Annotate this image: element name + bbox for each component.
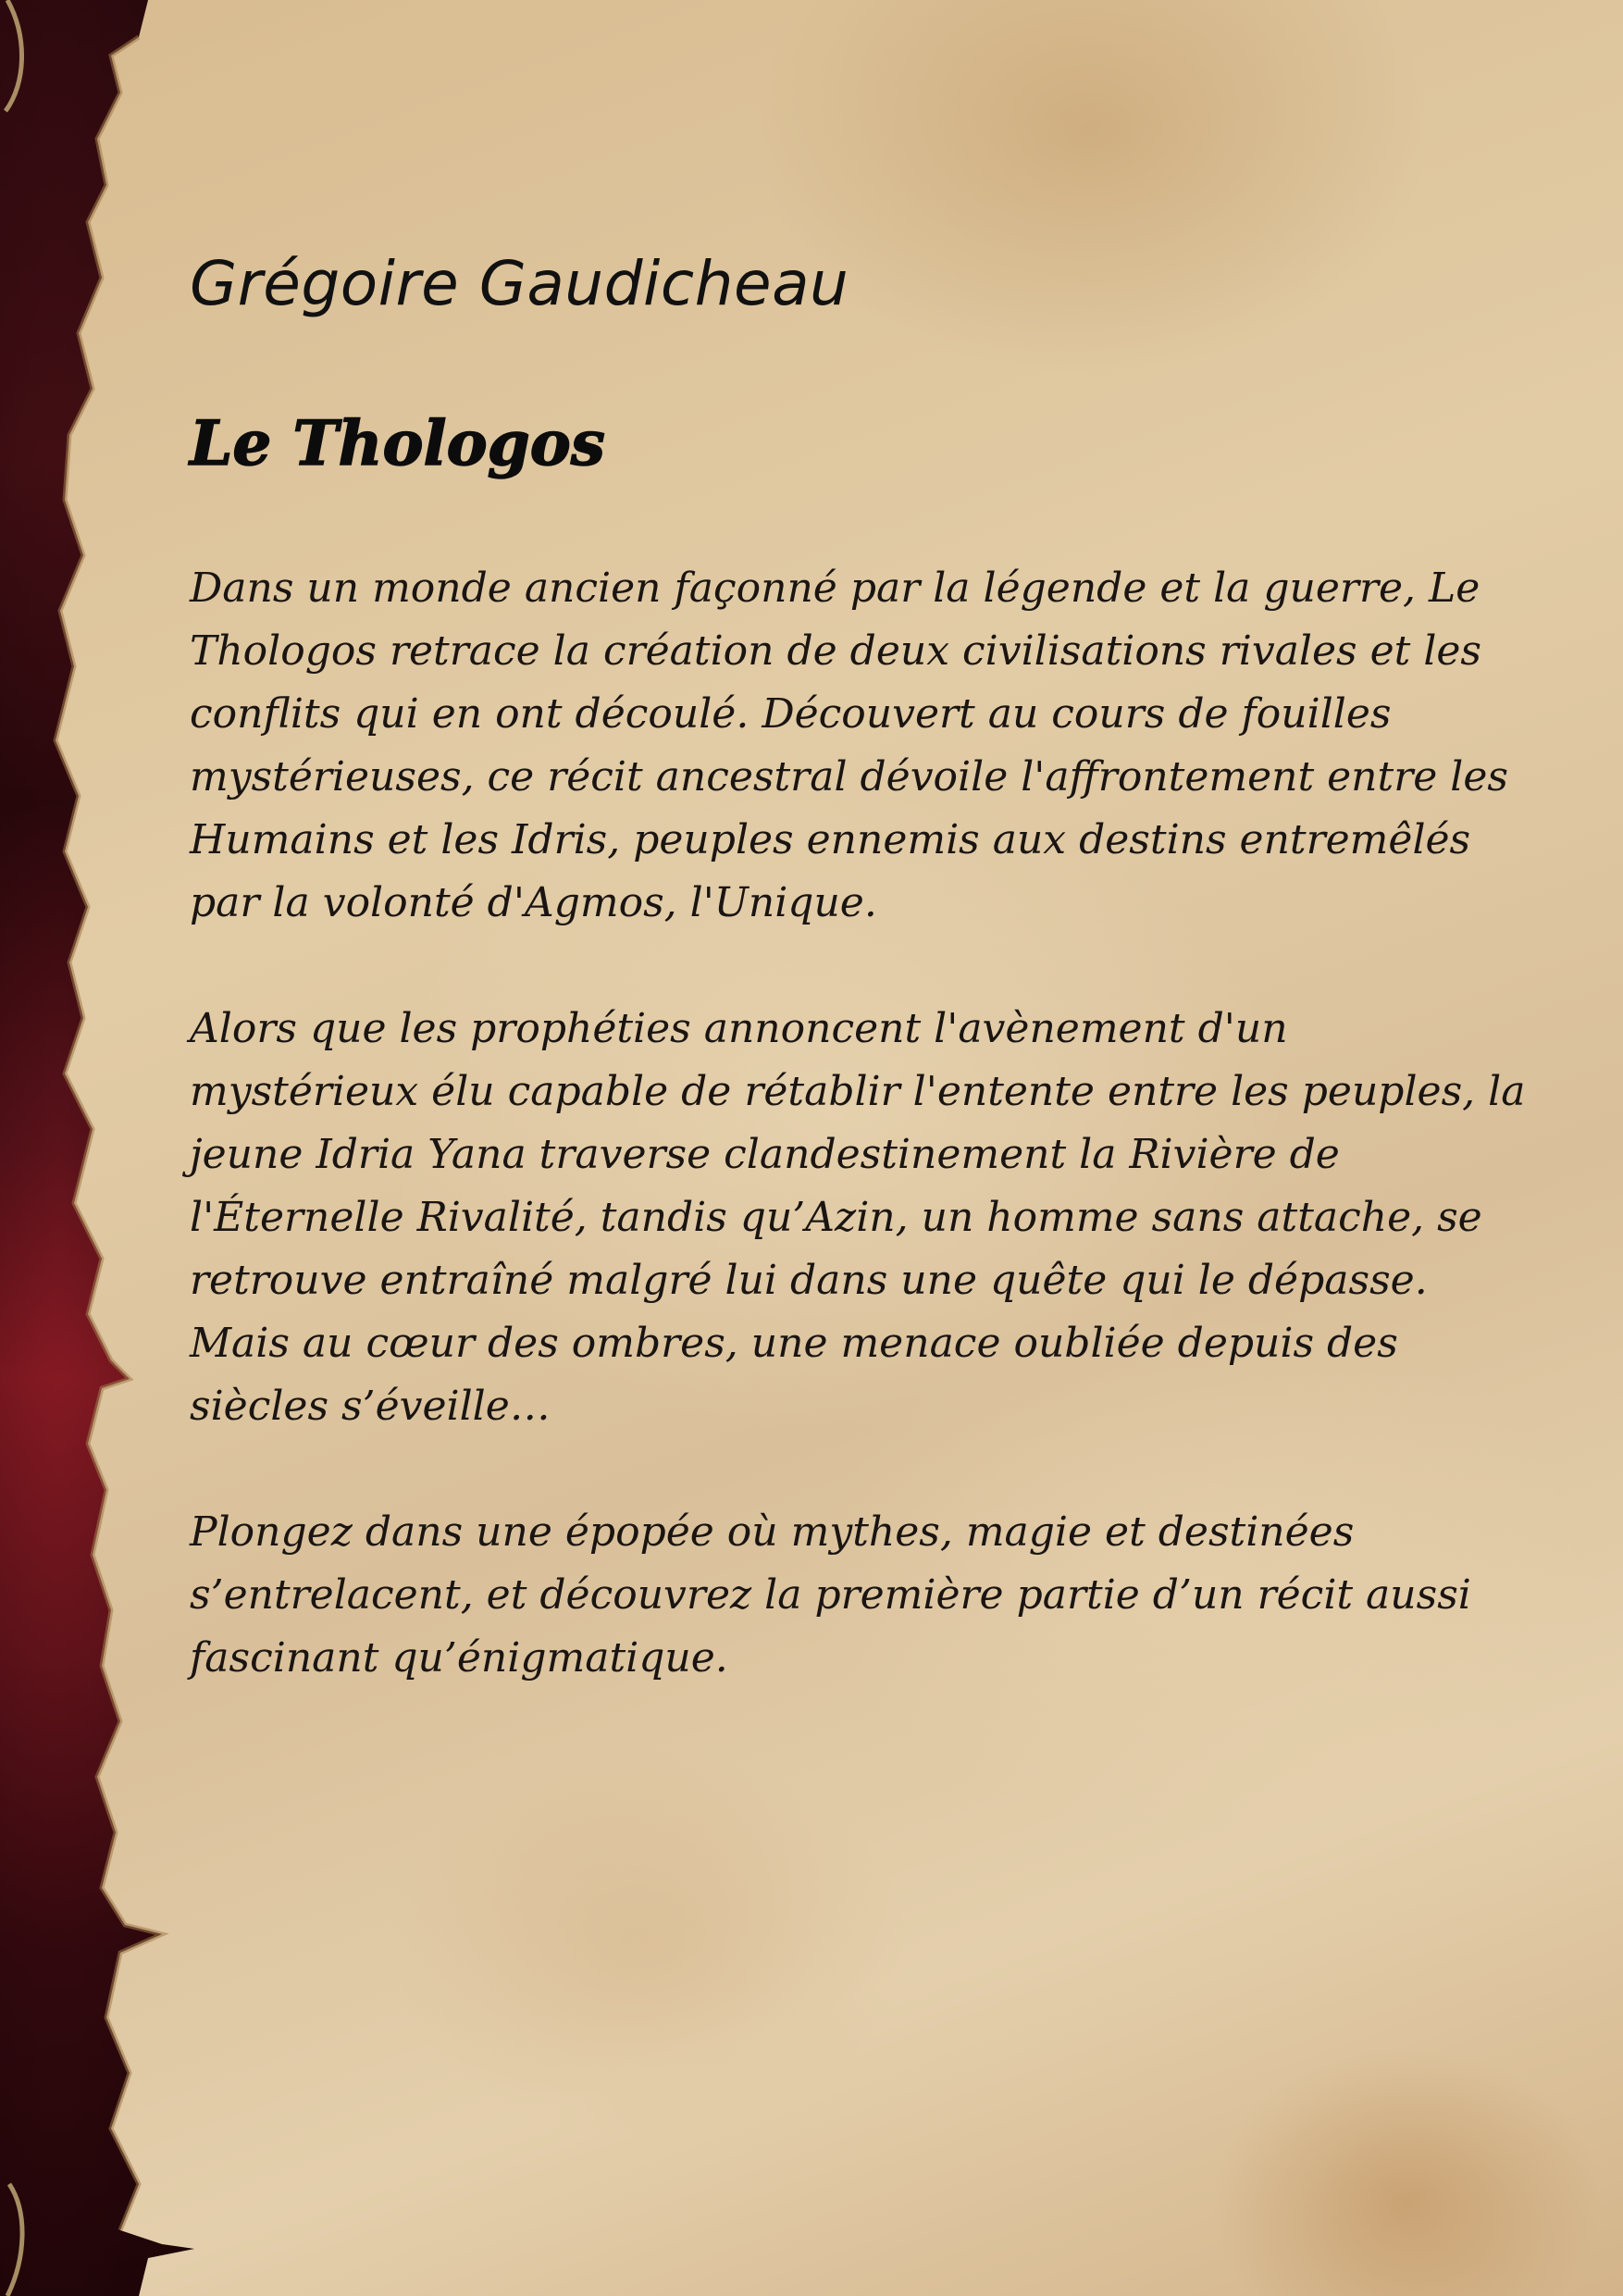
synopsis-line: mystérieux élu capable de rétablir l'entente entre les peuples, la: [190, 1068, 1526, 1115]
synopsis-line: Thologos retrace la création de deux civilisations rivales et les: [190, 627, 1482, 675]
synopsis-line: s’entrelacent, et découvrez la première partie d’un récit aussi: [190, 1571, 1471, 1619]
synopsis-line: Dans un monde ancien façonné par la légende et la guerre, Le: [190, 565, 1481, 612]
synopsis-line: mystérieuses, ce récit ancestral dévoile l'affrontement entre les: [190, 753, 1508, 800]
synopsis-paragraph: [190, 998, 1526, 1438]
synopsis-line: par la volonté d'Agmos, l'Unique.: [190, 879, 877, 926]
synopsis-line: l'Éternelle Rivalité, tandis qu’Azin, un homme sans attache, se: [190, 1194, 1482, 1241]
author-name: Grégoire Gaudicheau: [190, 248, 849, 319]
synopsis-line: fascinant qu’énigmatique.: [190, 1634, 728, 1682]
synopsis-paragraph: [190, 557, 1508, 935]
synopsis-line: Alors que les prophéties annoncent l'avènement d'un: [190, 1005, 1288, 1052]
synopsis-line: Mais au cœur des ombres, une menace oubliée depuis des: [190, 1320, 1398, 1367]
synopsis: [190, 557, 1526, 1753]
synopsis-line: conflits qui en ont découlé. Découvert au cours de fouilles: [190, 690, 1392, 738]
synopsis-paragraph: [190, 1501, 1485, 1690]
synopsis-line: siècles s’éveille…: [190, 1383, 551, 1430]
synopsis-line: Plongez dans une épopée où mythes, magie et destinées: [190, 1508, 1355, 1556]
synopsis-line: jeune Idria Yana traverse clandestinement la Rivière de: [190, 1131, 1340, 1178]
synopsis-line: Humains et les Idris, peuples ennemis aux destins entremêlés: [190, 816, 1471, 863]
book-title: Le Thologos: [190, 407, 605, 479]
synopsis-line: retrouve entraîné malgré lui dans une quête qui le dépasse.: [190, 1257, 1428, 1304]
